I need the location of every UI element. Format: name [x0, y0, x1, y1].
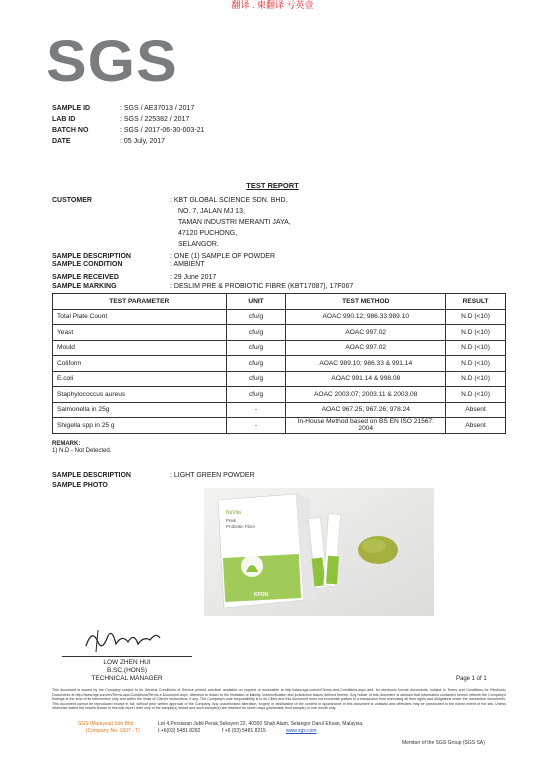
- footer-website-link[interactable]: www.sgs.com: [286, 728, 317, 734]
- cell-method: AOAC 997.02: [286, 325, 446, 341]
- table-row: [53, 371, 506, 387]
- signatory-title: TECHNICAL MANAGER: [91, 675, 163, 682]
- cell-parameter: Shigella spp in 25 g: [53, 418, 227, 434]
- sample-photo-illustration: [204, 488, 434, 616]
- header-result: RESULT: [446, 294, 506, 310]
- cell-result: Absent: [446, 402, 506, 418]
- cell-method: AOAC 2003.07; 2003.11 & 2003.08: [286, 387, 446, 403]
- meta-label-batch-no: BATCH NO: [52, 127, 89, 134]
- customer-line: NO. 7, JALAN MJ 13,: [178, 208, 245, 215]
- table-row: [53, 402, 506, 418]
- cell-unit: cfu/g: [226, 325, 286, 341]
- customer-line: SELANGOR.: [178, 241, 219, 248]
- report-title: TEST REPORT: [246, 181, 299, 190]
- results-table: [52, 293, 506, 434]
- cell-parameter: Total Plate Count: [53, 309, 227, 325]
- cell-unit: -: [226, 402, 286, 418]
- table-header-row: [53, 294, 506, 310]
- cell-result: N.D (<10): [446, 340, 506, 356]
- signature-scribble: [78, 624, 168, 656]
- footer-address: Lot 4,Persiaran Jubli Perak,Seksyen 22, 40300 Shah Alam, Selangor Darul Ehsan, Malaysia.: [158, 721, 364, 727]
- footer-company-no: (Company No. 1607 - T): [86, 728, 140, 734]
- page-number: Page 1 of 1: [456, 676, 487, 682]
- cell-parameter: Coliform: [53, 356, 227, 372]
- footer-tel: t +6(03) 5481 8282: [158, 728, 201, 734]
- meta-label-date: DATE: [52, 138, 71, 145]
- meta-label-lab-id: LAB ID: [52, 116, 76, 123]
- table-row: [53, 356, 506, 372]
- sample-received-label: SAMPLE RECEIVED: [52, 274, 119, 281]
- table-row: [53, 309, 506, 325]
- sample-marking-value: : DESLIM PRE & PROBIOTIC FIBRE (KBT17087), 17F067: [170, 283, 354, 290]
- sample-condition-value: : AMBIENT: [170, 261, 205, 268]
- remark-text: 1) N.D - Not Detected.: [52, 448, 112, 454]
- disclaimer-text: This document is issued by the Company subject to its General Conditions of Service printed overleaf, available on request or accessible at http://www.sgs.com/en/Terms-and-Conditions.aspx and, for electronic format documents, subject to Terms and Conditions for Electronic Documents at http://www.sgs.com/en/Terms-and-Conditions/Terms-e-Document.aspx. Attention is drawn to the limitation of liability, indemnification and jurisdiction issues defined therein. Any holder of this document is advised that information contained hereon reflects the Company's findings at the time of its intervention only and within the limits of Client's instructions, if any. The Company's sole responsibility is to its Client and this document does not exonerate parties to a transaction from exercising all their rights and obligations under the transaction documents. This document cannot be reproduced except in full, without prior written approval of the Company. Any unauthorized alteration, forgery or falsification of the content or appearance of this document is unlawful and offenders may be prosecuted to the fullest extent of the law. Unless otherwise stated the results shown in this test report refer only to the sample(s) tested and such sample(s) are retained for seven days (perishable food sample) or one month only.: [52, 688, 506, 711]
- table-row: [53, 418, 506, 434]
- table-row: [53, 340, 506, 356]
- cell-parameter: Staphylococcus aureus: [53, 387, 227, 403]
- top-header-text: 翻译 . 柬翻译 亏英壹: [231, 0, 314, 10]
- signature-line: [62, 656, 192, 657]
- signatory-degree: B.SC.(HONS): [106, 667, 148, 674]
- cell-result: N.D (<10): [446, 387, 506, 403]
- remark-label: REMARK:: [52, 441, 81, 447]
- photo-label: SAMPLE PHOTO: [52, 482, 108, 489]
- sample-description-value: : ONE (1) SAMPLE OF POWDER: [170, 253, 276, 260]
- customer-label: CUSTOMER: [52, 197, 92, 204]
- meta-value-lab-id: : SGS / 225382 / 2017: [120, 116, 190, 123]
- customer-line: 47120 PUCHONG,: [178, 230, 238, 237]
- cell-unit: cfu/g: [226, 309, 286, 325]
- meta-value-sample-id: : SGS / AE37013 / 2017: [120, 105, 195, 112]
- sample-photo: [204, 488, 434, 616]
- cell-method: AOAC 990.12; 986.33;989.10: [286, 309, 446, 325]
- customer-line: : KBT GLOBAL SCIENCE SDN. BHD.: [170, 197, 288, 204]
- cell-method: AOAC 989.10; 986.33 & 991.14: [286, 356, 446, 372]
- meta-label-sample-id: SAMPLE ID: [52, 105, 91, 112]
- header-test-method: TEST METHOD: [286, 294, 446, 310]
- photo-desc-label: SAMPLE DESCRIPTION: [52, 472, 131, 479]
- sample-marking-label: SAMPLE MARKING: [52, 283, 117, 290]
- box-bottom-text: KFON: [254, 592, 269, 598]
- cell-unit: cfu/g: [226, 387, 286, 403]
- sample-condition-label: SAMPLE CONDITION: [52, 261, 123, 268]
- cell-result: Absent: [446, 418, 506, 434]
- sgs-logo: SGS: [46, 29, 178, 94]
- table-row: [53, 325, 506, 341]
- cell-unit: cfu/g: [226, 371, 286, 387]
- meta-value-date: : 05 July, 2017: [120, 138, 166, 145]
- cell-parameter: Salmonella in 25g: [53, 402, 227, 418]
- cell-method: AOAC 967.25; 967.26; 978.24: [286, 402, 446, 418]
- cell-result: N.D (<10): [446, 356, 506, 372]
- cell-unit: -: [226, 418, 286, 434]
- photo-desc-value: : LIGHT GREEN POWDER: [170, 472, 255, 479]
- box-brand-text: NuVita: [226, 510, 241, 516]
- box-line2-text: Probiotic Fibre: [226, 524, 256, 529]
- sample-description-label: SAMPLE DESCRIPTION: [52, 253, 131, 260]
- cell-unit: cfu/g: [226, 340, 286, 356]
- cell-unit: cfu/g: [226, 356, 286, 372]
- customer-line: TAMAN INDUSTRI MERANTI JAYA,: [178, 219, 291, 226]
- cell-result: N.D (<10): [446, 325, 506, 341]
- box-line1-text: Pre&: [226, 518, 237, 523]
- footer-fax: f +6 (03) 5481 8215: [222, 728, 266, 734]
- header-unit: UNIT: [226, 294, 286, 310]
- footer-company: SGS (Malaysia) Sdn Bhd: [78, 721, 134, 727]
- cell-method: AOAC 997.02: [286, 340, 446, 356]
- footer-member: Member of the SGS Group (SGS SA): [402, 740, 485, 746]
- cell-parameter: Mould: [53, 340, 227, 356]
- signatory-name: LOW ZHEN HUI: [103, 659, 151, 666]
- cell-result: N.D (<10): [446, 309, 506, 325]
- sample-received-value: : 29 June 2017: [170, 274, 217, 281]
- cell-method: In-House Method based on BS EN ISO 21567: 2004: [286, 418, 446, 434]
- header-test-parameter: TEST PARAMETER: [53, 294, 227, 310]
- cell-method: AOAC 991.14 & 998.08: [286, 371, 446, 387]
- table-row: [53, 387, 506, 403]
- cell-parameter: Yeast: [53, 325, 227, 341]
- cell-result: N.D (<10): [446, 371, 506, 387]
- meta-value-batch-no: : SGS / 2017-06-30-003-21: [120, 127, 205, 134]
- cell-parameter: E.coli: [53, 371, 227, 387]
